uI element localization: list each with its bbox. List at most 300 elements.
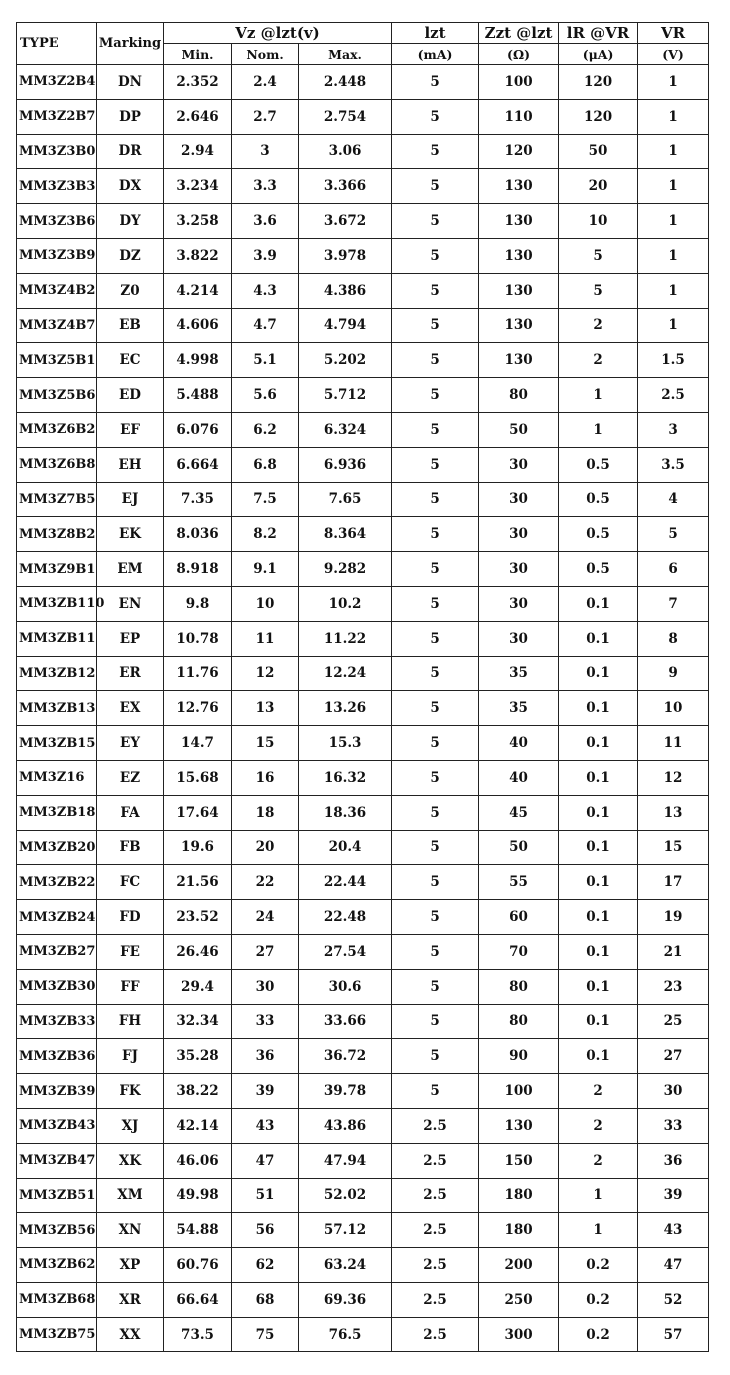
type-cell: MM3Z7B5 [17,482,97,517]
table-row [17,1143,709,1178]
ir-header: lR @VR [559,23,638,44]
vz-max-cell: 39.78 [299,1074,392,1109]
marking-header: Marking [97,23,164,65]
type-cell: MM3Z3B0 [17,134,97,169]
type-cell: MM3ZB22 [17,865,97,900]
izt-cell: 5 [392,99,479,134]
ir-cell: 0.1 [559,900,638,935]
izt-cell: 5 [392,238,479,273]
zzt-unit: (Ω) [479,44,559,65]
vr-cell: 17 [638,865,709,900]
zzt-header: Zzt @lzt [479,23,559,44]
vz-nom-cell: 3.3 [232,169,299,204]
ir-cell: 0.1 [559,586,638,621]
vz-nom-cell: 43 [232,1108,299,1143]
vz-min-cell: 3.258 [164,204,232,239]
zzt-cell: 180 [479,1213,559,1248]
izt-cell: 5 [392,447,479,482]
vz-max-cell: 43.86 [299,1108,392,1143]
type-cell: MM3Z5B1 [17,343,97,378]
zzt-cell: 130 [479,238,559,273]
vz-nom-cell: 8.2 [232,517,299,552]
vz-min-cell: 11.76 [164,656,232,691]
vr-cell: 5 [638,517,709,552]
vz-min-cell: 32.34 [164,1004,232,1039]
marking-cell: ED [97,378,164,413]
vz-nom-cell: 9.1 [232,552,299,587]
type-cell: MM3ZB43 [17,1108,97,1143]
vz-nom-cell: 5.6 [232,378,299,413]
vz-max-cell: 3.366 [299,169,392,204]
type-cell: MM3Z5B6 [17,378,97,413]
marking-cell: EX [97,691,164,726]
vz-min-cell: 4.998 [164,343,232,378]
marking-cell: FH [97,1004,164,1039]
marking-cell: EJ [97,482,164,517]
vr-cell: 1.5 [638,343,709,378]
vr-cell: 1 [638,204,709,239]
marking-cell: EM [97,552,164,587]
marking-cell: XK [97,1143,164,1178]
vz-max-cell: 33.66 [299,1004,392,1039]
table-row [17,586,709,621]
vz-max-cell: 63.24 [299,1248,392,1283]
vz-nom-cell: 2.7 [232,99,299,134]
izt-cell: 2.5 [392,1248,479,1283]
vz-max-cell: 3.06 [299,134,392,169]
zzt-cell: 60 [479,900,559,935]
izt-cell: 2.5 [392,1178,479,1213]
type-cell: MM3Z4B2 [17,273,97,308]
marking-cell: ER [97,656,164,691]
vz-nom-cell: 3.9 [232,238,299,273]
vz-max-cell: 6.324 [299,412,392,447]
ir-cell: 0.1 [559,621,638,656]
vr-cell: 1 [638,99,709,134]
table-row [17,343,709,378]
vz-nom-cell: 11 [232,621,299,656]
zzt-cell: 130 [479,204,559,239]
vz-min-cell: 12.76 [164,691,232,726]
vr-cell: 11 [638,726,709,761]
ir-cell: 0.1 [559,969,638,1004]
ir-cell: 5 [559,273,638,308]
table-row [17,1248,709,1283]
vz-min-cell: 2.352 [164,65,232,100]
table-row [17,691,709,726]
vz-max-cell: 9.282 [299,552,392,587]
zzt-cell: 150 [479,1143,559,1178]
table-row [17,169,709,204]
vz-min-cell: 60.76 [164,1248,232,1283]
vr-cell: 1 [638,134,709,169]
table-row [17,378,709,413]
table-row [17,1213,709,1248]
type-cell: MM3ZB18 [17,795,97,830]
vz-min-cell: 4.606 [164,308,232,343]
vz-min-cell: 8.918 [164,552,232,587]
table-row [17,1317,709,1352]
zzt-cell: 130 [479,273,559,308]
vz-max-cell: 69.36 [299,1282,392,1317]
vr-cell: 10 [638,691,709,726]
marking-cell: XX [97,1317,164,1352]
table-row [17,273,709,308]
ir-cell: 1 [559,412,638,447]
type-cell: MM3Z8B2 [17,517,97,552]
vz-nom-cell: 10 [232,586,299,621]
marking-cell: EP [97,621,164,656]
zzt-cell: 35 [479,656,559,691]
vz-max-cell: 76.5 [299,1317,392,1352]
vz-min-cell: 14.7 [164,726,232,761]
izt-cell: 2.5 [392,1108,479,1143]
ir-cell: 10 [559,204,638,239]
vz-max-cell: 4.386 [299,273,392,308]
marking-cell: DY [97,204,164,239]
vz-max-cell: 52.02 [299,1178,392,1213]
marking-cell: EN [97,586,164,621]
izt-cell: 5 [392,343,479,378]
vz-nom-cell: 6.8 [232,447,299,482]
marking-cell: FC [97,865,164,900]
type-cell: MM3ZB20 [17,830,97,865]
izt-cell: 5 [392,934,479,969]
zzt-cell: 80 [479,969,559,1004]
vr-cell: 13 [638,795,709,830]
vz-nom-cell: 2.4 [232,65,299,100]
vz-max-header: Max. [299,44,392,65]
ir-cell: 0.5 [559,482,638,517]
zener-spec-table [16,22,709,1352]
vz-min-cell: 35.28 [164,1039,232,1074]
vz-nom-cell: 27 [232,934,299,969]
zzt-cell: 100 [479,1074,559,1109]
type-cell: MM3Z6B2 [17,412,97,447]
vr-cell: 30 [638,1074,709,1109]
vr-cell: 4 [638,482,709,517]
vz-max-cell: 2.754 [299,99,392,134]
vr-cell: 6 [638,552,709,587]
ir-cell: 0.1 [559,691,638,726]
izt-cell: 2.5 [392,1143,479,1178]
zzt-cell: 45 [479,795,559,830]
zzt-cell: 35 [479,691,559,726]
ir-cell: 0.1 [559,795,638,830]
vz-min-cell: 6.664 [164,447,232,482]
izt-cell: 5 [392,691,479,726]
vz-nom-cell: 30 [232,969,299,1004]
vz-nom-cell: 4.3 [232,273,299,308]
vr-cell: 23 [638,969,709,1004]
ir-cell: 120 [559,65,638,100]
vz-max-cell: 8.364 [299,517,392,552]
ir-cell: 0.5 [559,447,638,482]
ir-cell: 0.1 [559,934,638,969]
vz-max-cell: 5.712 [299,378,392,413]
marking-cell: XJ [97,1108,164,1143]
vr-cell: 25 [638,1004,709,1039]
marking-cell: FF [97,969,164,1004]
zzt-cell: 130 [479,1108,559,1143]
type-cell: MM3Z3B9 [17,238,97,273]
table-row [17,447,709,482]
vr-cell: 7 [638,586,709,621]
izt-cell: 5 [392,760,479,795]
vz-min-cell: 4.214 [164,273,232,308]
table-row [17,1039,709,1074]
type-cell: MM3Z6B8 [17,447,97,482]
ir-cell: 1 [559,378,638,413]
ir-cell: 2 [559,1108,638,1143]
table-row [17,900,709,935]
vz-nom-cell: 24 [232,900,299,935]
izt-cell: 5 [392,308,479,343]
vz-min-cell: 8.036 [164,517,232,552]
type-cell: MM3ZB24 [17,900,97,935]
ir-cell: 0.1 [559,760,638,795]
vz-header: Vz @lzt(v) [164,23,392,44]
table-row [17,1178,709,1213]
vz-max-cell: 18.36 [299,795,392,830]
vr-header: VR [638,23,709,44]
marking-cell: DZ [97,238,164,273]
type-cell: MM3ZB27 [17,934,97,969]
marking-cell: FK [97,1074,164,1109]
zzt-cell: 130 [479,308,559,343]
table-row [17,552,709,587]
zzt-cell: 110 [479,99,559,134]
zzt-cell: 200 [479,1248,559,1283]
zzt-cell: 30 [479,447,559,482]
vz-min-cell: 7.35 [164,482,232,517]
izt-header: lzt [392,23,479,44]
type-cell: MM3Z2B4 [17,65,97,100]
vz-max-cell: 30.6 [299,969,392,1004]
zzt-cell: 30 [479,482,559,517]
ir-cell: 0.1 [559,656,638,691]
izt-cell: 5 [392,378,479,413]
vz-min-cell: 17.64 [164,795,232,830]
vz-nom-cell: 68 [232,1282,299,1317]
vz-min-cell: 46.06 [164,1143,232,1178]
marking-cell: FE [97,934,164,969]
ir-cell: 0.5 [559,552,638,587]
ir-cell: 20 [559,169,638,204]
vz-nom-cell: 12 [232,656,299,691]
vr-cell: 1 [638,238,709,273]
type-cell: MM3ZB12 [17,656,97,691]
table-row [17,1004,709,1039]
izt-cell: 5 [392,134,479,169]
marking-cell: EH [97,447,164,482]
vz-nom-header: Nom. [232,44,299,65]
zzt-cell: 130 [479,343,559,378]
table-row [17,412,709,447]
vz-min-cell: 42.14 [164,1108,232,1143]
izt-unit: (mA) [392,44,479,65]
ir-cell: 50 [559,134,638,169]
izt-cell: 2.5 [392,1213,479,1248]
type-cell: MM3Z4B7 [17,308,97,343]
vr-cell: 1 [638,169,709,204]
type-cell: MM3ZB30 [17,969,97,1004]
vz-nom-cell: 20 [232,830,299,865]
type-cell: MM3ZB47 [17,1143,97,1178]
vz-max-cell: 7.65 [299,482,392,517]
table-row [17,1108,709,1143]
vr-cell: 43 [638,1213,709,1248]
vz-min-cell: 73.5 [164,1317,232,1352]
izt-cell: 5 [392,726,479,761]
vz-nom-cell: 56 [232,1213,299,1248]
vz-min-header: Min. [164,44,232,65]
izt-cell: 5 [392,1004,479,1039]
table-row [17,726,709,761]
vz-max-cell: 3.672 [299,204,392,239]
zzt-cell: 80 [479,378,559,413]
izt-cell: 5 [392,1074,479,1109]
marking-cell: XM [97,1178,164,1213]
table-row [17,65,709,100]
ir-cell: 2 [559,343,638,378]
vz-nom-cell: 18 [232,795,299,830]
table-row [17,99,709,134]
vz-max-cell: 22.44 [299,865,392,900]
vr-cell: 3.5 [638,447,709,482]
type-cell: MM3ZB51 [17,1178,97,1213]
ir-unit: (μA) [559,44,638,65]
vz-min-cell: 6.076 [164,412,232,447]
vz-nom-cell: 22 [232,865,299,900]
table-row [17,134,709,169]
table-row [17,865,709,900]
vz-min-cell: 2.94 [164,134,232,169]
table-row [17,795,709,830]
zzt-cell: 180 [479,1178,559,1213]
ir-cell: 0.2 [559,1282,638,1317]
vz-min-cell: 49.98 [164,1178,232,1213]
vz-min-cell: 23.52 [164,900,232,935]
zzt-cell: 30 [479,621,559,656]
table-body [17,65,709,1352]
vr-cell: 19 [638,900,709,935]
vz-nom-cell: 62 [232,1248,299,1283]
vz-nom-cell: 6.2 [232,412,299,447]
table-row [17,1074,709,1109]
izt-cell: 5 [392,865,479,900]
marking-cell: XR [97,1282,164,1317]
vz-nom-cell: 33 [232,1004,299,1039]
vz-nom-cell: 39 [232,1074,299,1109]
table-row [17,934,709,969]
table-row [17,204,709,239]
table-row [17,969,709,1004]
type-cell: MM3ZB39 [17,1074,97,1109]
vz-max-cell: 15.3 [299,726,392,761]
marking-cell: DP [97,99,164,134]
izt-cell: 5 [392,795,479,830]
vz-nom-cell: 36 [232,1039,299,1074]
table-row [17,482,709,517]
type-cell: MM3ZB68 [17,1282,97,1317]
vz-min-cell: 5.488 [164,378,232,413]
vz-nom-cell: 75 [232,1317,299,1352]
vz-nom-cell: 3.6 [232,204,299,239]
vz-nom-cell: 5.1 [232,343,299,378]
vr-cell: 1 [638,65,709,100]
marking-cell: DR [97,134,164,169]
vz-nom-cell: 3 [232,134,299,169]
table-row [17,308,709,343]
izt-cell: 2.5 [392,1282,479,1317]
vz-nom-cell: 51 [232,1178,299,1213]
marking-cell: FJ [97,1039,164,1074]
vr-cell: 15 [638,830,709,865]
type-cell: MM3ZB33 [17,1004,97,1039]
ir-cell: 2 [559,1074,638,1109]
vz-min-cell: 29.4 [164,969,232,1004]
zzt-cell: 70 [479,934,559,969]
vz-max-cell: 10.2 [299,586,392,621]
vr-unit: (V) [638,44,709,65]
izt-cell: 5 [392,621,479,656]
vr-cell: 9 [638,656,709,691]
vr-cell: 52 [638,1282,709,1317]
type-cell: MM3Z3B6 [17,204,97,239]
ir-cell: 0.5 [559,517,638,552]
vz-min-cell: 26.46 [164,934,232,969]
zzt-cell: 50 [479,412,559,447]
vz-nom-cell: 16 [232,760,299,795]
vz-min-cell: 21.56 [164,865,232,900]
izt-cell: 5 [392,169,479,204]
vz-max-cell: 11.22 [299,621,392,656]
marking-cell: FD [97,900,164,935]
ir-cell: 0.1 [559,726,638,761]
zzt-cell: 300 [479,1317,559,1352]
vz-nom-cell: 13 [232,691,299,726]
izt-cell: 5 [392,273,479,308]
marking-cell: EK [97,517,164,552]
ir-cell: 5 [559,238,638,273]
vr-cell: 47 [638,1248,709,1283]
type-cell: MM3Z9B1 [17,552,97,587]
zzt-cell: 80 [479,1004,559,1039]
zzt-cell: 50 [479,830,559,865]
vz-min-cell: 3.822 [164,238,232,273]
vz-min-cell: 15.68 [164,760,232,795]
zzt-cell: 40 [479,726,559,761]
vz-min-cell: 3.234 [164,169,232,204]
table-row [17,760,709,795]
vr-cell: 57 [638,1317,709,1352]
vz-min-cell: 10.78 [164,621,232,656]
izt-cell: 5 [392,900,479,935]
zzt-cell: 250 [479,1282,559,1317]
vz-max-cell: 20.4 [299,830,392,865]
vr-cell: 1 [638,273,709,308]
vz-max-cell: 57.12 [299,1213,392,1248]
izt-cell: 2.5 [392,1317,479,1352]
izt-cell: 5 [392,412,479,447]
vr-cell: 2.5 [638,378,709,413]
vz-max-cell: 4.794 [299,308,392,343]
type-cell: MM3ZB36 [17,1039,97,1074]
vr-cell: 39 [638,1178,709,1213]
type-cell: MM3ZB62 [17,1248,97,1283]
izt-cell: 5 [392,204,479,239]
